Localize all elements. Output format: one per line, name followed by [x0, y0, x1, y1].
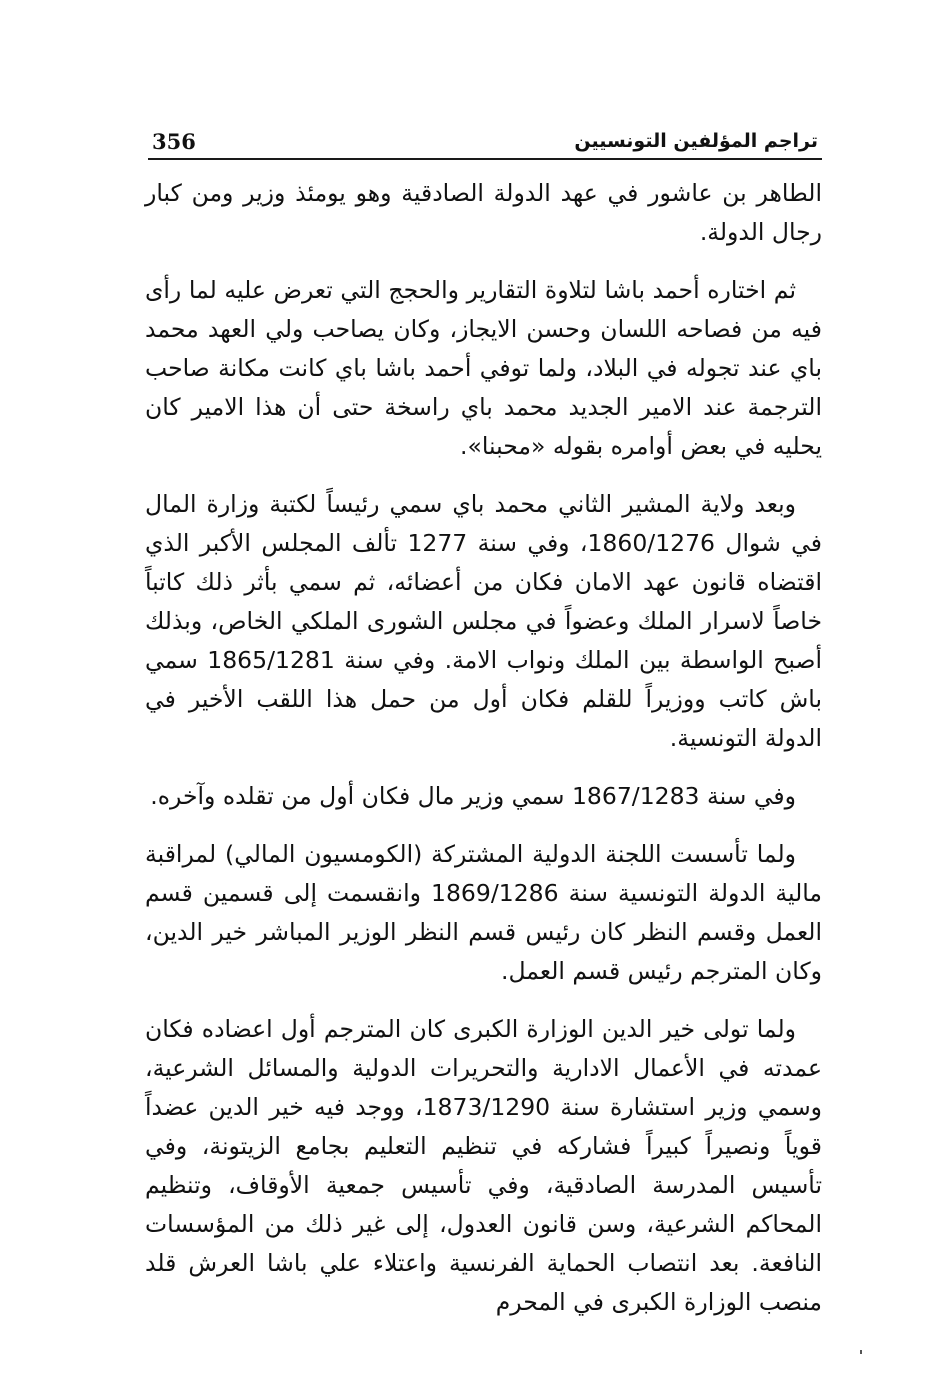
paragraph-4: وفي سنة 1867/1283 سمي وزير مال فكان أول من تقلده وآخره.	[150, 782, 796, 810]
body-text	[145, 174, 822, 1341]
scan-speck	[860, 1350, 862, 1354]
paragraph-2: ثم اختاره أحمد باشا لتلاوة التقارير والحجج التي تعرض عليه لما رأى فيه من فصاحه اللسان وحسن الايجاز، وكان يصاحب ولي العهد محمد باي عند تجوله في البلاد، ولما توفي أحمد باشا باي كانت مكانة صاحب الترجمة عند الامير الجديد محمد باي راسخة حتى أن هذا الامير كان يحليه في بعض أوامره بقوله «محبنا».	[145, 276, 822, 460]
paragraph-1: الطاهر بن عاشور في عهد الدولة الصادقية وهو يومئذ وزير ومن كبار رجال الدولة.	[145, 179, 822, 246]
running-header-title: تراجم المؤلفين التونسيين	[574, 130, 818, 152]
running-header	[148, 118, 822, 160]
paragraph-3: وبعد ولاية المشير الثاني محمد باي سمي رئيساً لكتبة وزارة المال في شوال 1860/1276، وفي سنة 1277 تألف المجلس الأكبر الذي اقتضاه قانون عهد الامان فكان من أعضائه، ثم سمي بأثر ذلك كاتباً خاصاً لاسرار الملك وعضواً في مجلس الشورى الملكي الخاص، وبذلك أصبح الواسطة بين الملك ونواب الامة. وفي سنة 1865/1281 سمي باش كاتب ووزيراً للقلم فكان أول من حمل هذا اللقب الأخير في الدولة التونسية.	[145, 490, 822, 752]
paragraph-5: ولما تأسست اللجنة الدولية المشتركة (الكومسيون المالي) لمراقبة مالية الدولة التونسية سنة 1869/1286 وانقسمت إلى قسمين قسم العمل وقسم النظر كان رئيس قسم النظر الوزير المباشر خير الدين، وكان المترجم رئيس قسم العمل.	[145, 840, 822, 985]
page-number: 356	[152, 129, 196, 154]
paragraph-6: ولما تولى خير الدين الوزارة الكبرى كان المترجم أول اعضاده فكان عمدته في الأعمال الادارية والتحريرات الدولية والمسائل الشرعية، وسمي وزير استشارة سنة 1873/1290، ووجد فيه خير الدين عضداً قوياً ونصيراً كبيراً فشاركه في تنظيم التعليم بجامع الزيتونة، وفي تأسيس المدرسة الصادقية، وفي تأسيس جمعية الأوقاف، وتنظيم المحاكم الشرعية، وسن قانون العدول، إلى غير ذلك من المؤسسات النافعة. بعد انتصاب الحماية الفرنسية واعتلاء علي باشا العرش قلد منصب الوزارة الكبرى في المحرم	[145, 1015, 822, 1316]
